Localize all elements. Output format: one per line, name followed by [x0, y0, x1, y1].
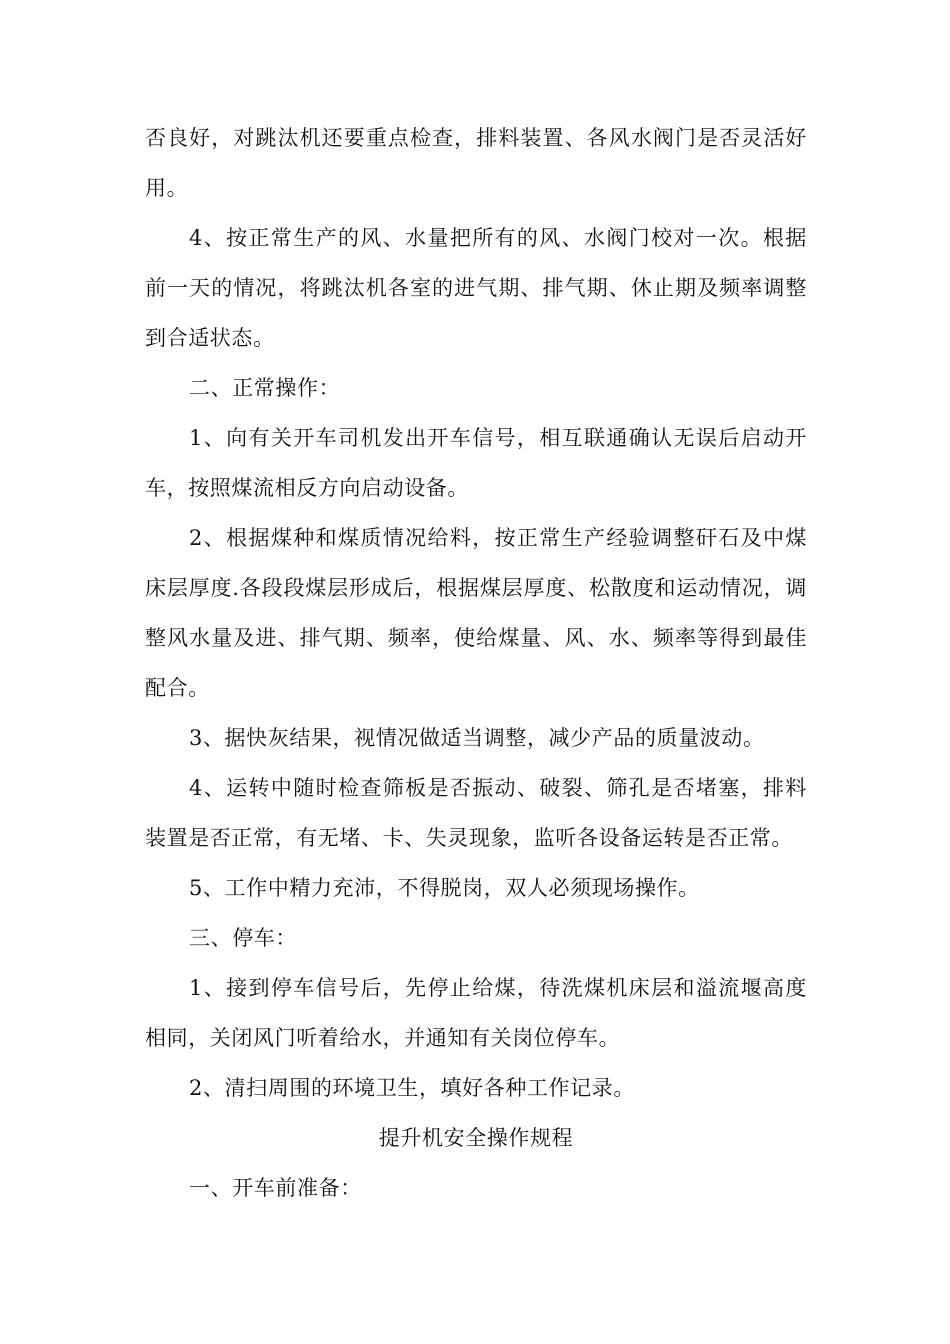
paragraph-step-4-adjust: 4、按正常生产的风、水量把所有的风、水阀门校对一次。根据前一天的情况，将跳汰机各室的进气期、排气期、休止期及频率调整到合适状态。 — [145, 226, 807, 350]
document-body — [145, 113, 807, 1213]
section-heading-normal-operation: 二、正常操作： — [189, 376, 341, 400]
section-title-hoist-safety: 提升机安全操作规程 — [378, 1126, 574, 1150]
paragraph-step-3-ash: 3、据快灰结果，视情况做适当调整，减少产品的质量波动。 — [189, 726, 765, 750]
paragraph-stop-step-2: 2、清扫周围的环境卫生，填好各种工作记录。 — [189, 1076, 635, 1100]
paragraph-step-5-duty: 5、工作中精力充沛，不得脱岗，双人必须现场操作。 — [189, 876, 700, 900]
paragraph-stop-step-1: 1、接到停车信号后，先停止给煤，待洗煤机床层和溢流堰高度相同，关闭风门听着给水，并通知有关岗位停车。 — [145, 976, 807, 1050]
paragraph-continuation: 否良好，对跳汰机还要重点检查，排料装置、各风水阀门是否灵活好用。 — [145, 126, 807, 200]
paragraph-step-2-feed: 2、根据煤种和煤质情况给料，按正常生产经验调整矸石及中煤床层厚度.各段段煤层形成后，根据煤层厚度、松散度和运动情况，调整风水量及进、排气期、频率，使给煤量、风、水、频率等得到最佳配合。 — [145, 526, 807, 700]
section-heading-stop: 三、停车： — [189, 926, 297, 950]
paragraph-step-1-start: 1、向有关开车司机发出开车信号，相互联通确认无误后启动开车，按照煤流相反方向启动设备。 — [145, 426, 807, 500]
section-heading-preparation: 一、开车前准备： — [189, 1176, 362, 1200]
paragraph-step-4-inspect: 4、运转中随时检查筛板是否振动、破裂、筛孔是否堵塞，排料装置是否正常，有无堵、卡、失灵现象，监听各设备运转是否正常。 — [145, 776, 807, 850]
